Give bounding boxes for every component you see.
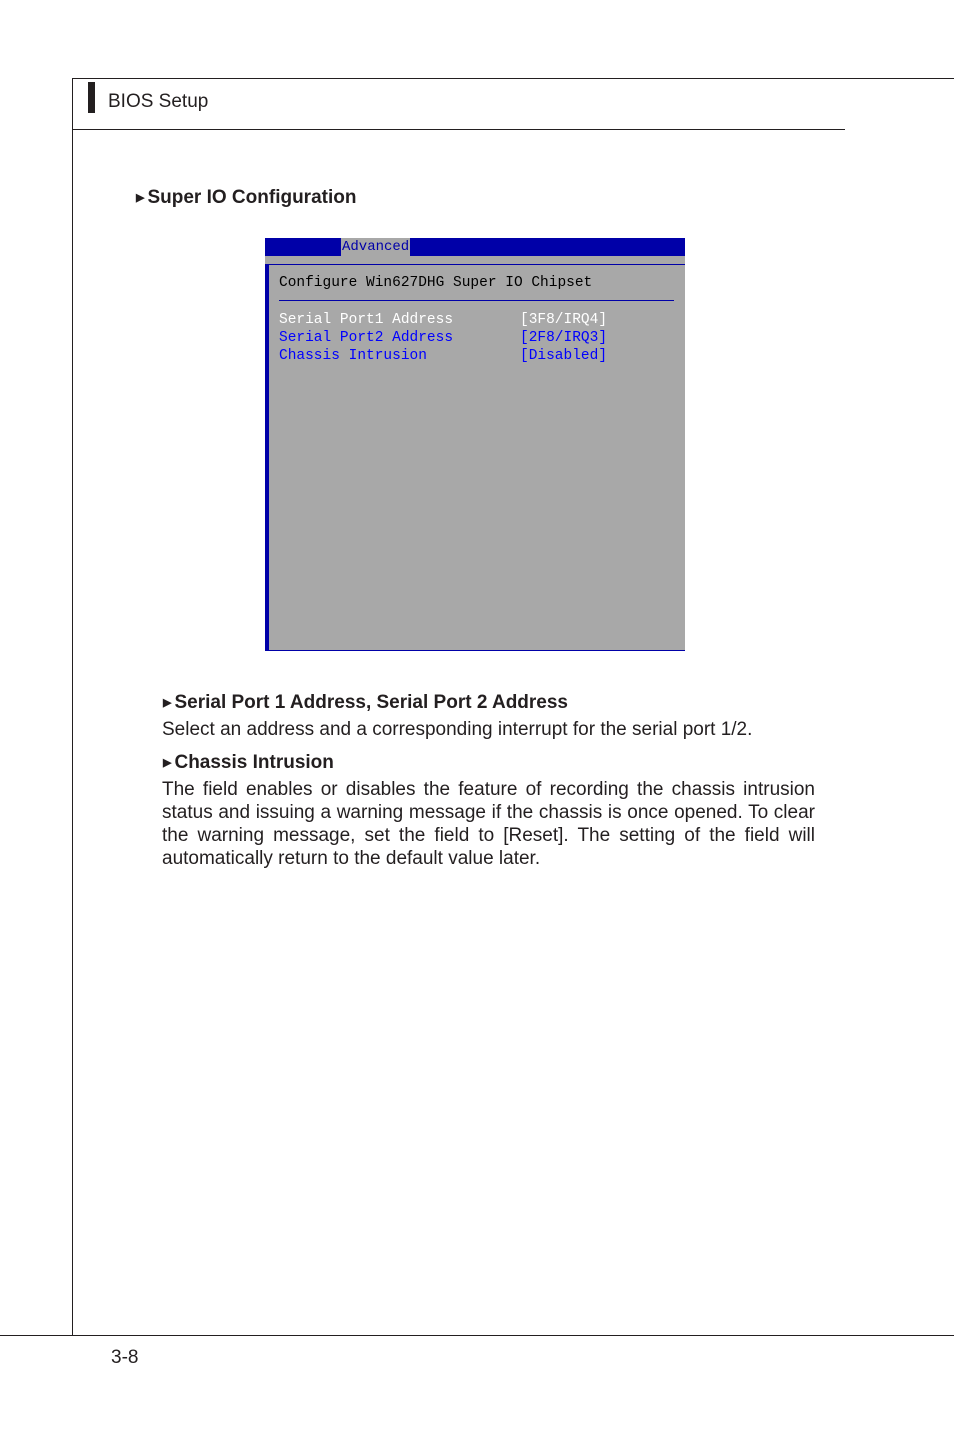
triangle-right-icon: ▶ [163,757,172,769]
page-frame-left [72,78,73,1335]
header-rule [72,129,845,130]
footer-rule [0,1335,954,1336]
bios-panel-title: Configure Win627DHG Super IO Chipset [279,275,593,291]
bios-item-value: [Disabled] [520,348,608,364]
page-number: 3-8 [111,1347,139,1368]
chassis-description: The field enables or disables the feature of recording the chassis intrusion status and issuing a warning message if the chassis is once opened. To clear the warning message, set the field to [Reset]. The setting of the field will automatically return to the default value later. [162,779,815,869]
bios-item-value: [3F8/IRQ4] [520,312,608,328]
bios-title-rule [279,300,674,301]
bios-screenshot [265,238,685,651]
bios-item-label: Chassis Intrusion [279,348,427,364]
triangle-right-icon: ▶ [136,192,145,204]
page-frame-top [72,78,954,79]
bios-tab-advanced[interactable]: Advanced [342,239,410,255]
bios-menu-bar [265,238,685,256]
serial-heading [163,692,568,714]
bios-item-serial-port2[interactable] [279,329,674,347]
header-title: BIOS Setup [108,91,209,112]
header-marker [88,82,95,113]
bios-item-label: Serial Port2 Address [279,330,454,346]
section-heading [136,187,356,209]
bios-panel-left-border [265,264,269,651]
bios-item-chassis-intrusion[interactable] [279,347,674,365]
bios-panel-bottom-border [265,650,685,651]
bios-item-serial-port1[interactable] [279,311,674,329]
bios-item-value: [2F8/IRQ3] [520,330,608,346]
bios-panel-top-border [269,264,685,265]
chassis-heading [163,752,334,774]
serial-description: Select an address and a corresponding interrupt for the serial port 1/2. [162,719,753,740]
serial-heading-text: Serial Port 1 Address, Serial Port 2 Address [174,692,568,713]
bios-item-label: Serial Port1 Address [279,312,454,328]
triangle-right-icon: ▶ [163,697,172,709]
section-heading-text: Super IO Configuration [147,187,357,208]
chassis-heading-text: Chassis Intrusion [174,752,334,773]
